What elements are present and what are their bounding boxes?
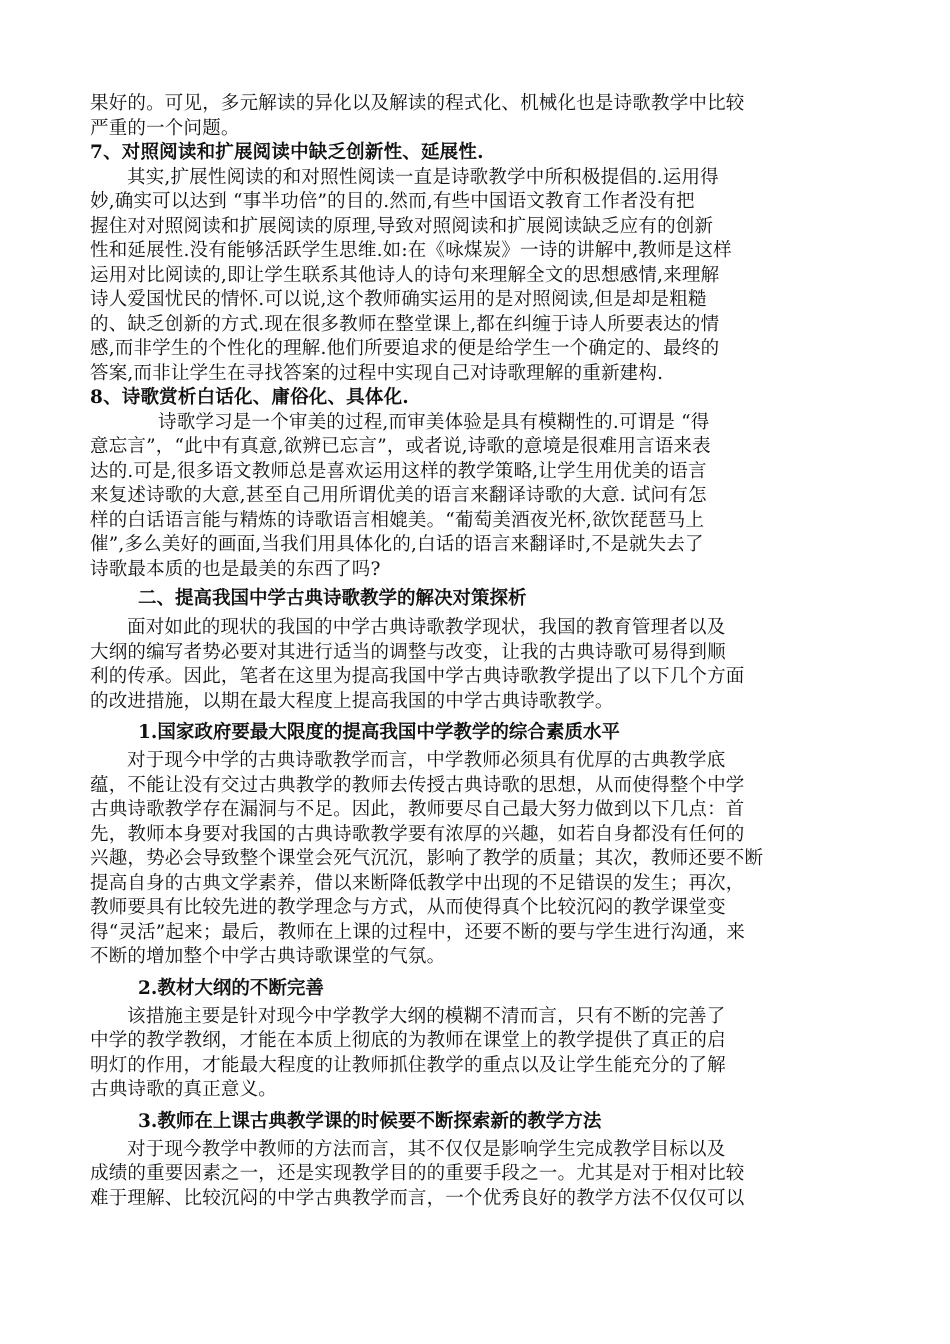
text-line: 古典诗歌的真正意义。: [90, 1079, 278, 1100]
paragraph-8: [90, 411, 860, 583]
text-line: 性和延展性.没有能够活跃学生思维.如:在《咏煤炭》一诗的讲解中,教师是这样: [90, 240, 732, 261]
subsection-3-title: 3.教师在上课古典教学课的时候要不断探索新的教学方法: [138, 1110, 602, 1132]
paragraph-subsection-1: [90, 749, 860, 970]
text-line: 诗歌学习是一个审美的过程,而审美体验是具有模糊性的.可谓是 “得: [158, 411, 710, 433]
text-line: 达的.可是,很多语文教师总是喜欢运用这样的教学策略,让学生用优美的语言: [90, 460, 707, 482]
heading-8: 8、诗歌赏析白话化、庸俗化、具体化.: [90, 387, 409, 408]
text-line: 果好的。可见，多元解读的异化以及解读的程式化、机械化也是诗歌教学中比较: [90, 93, 745, 114]
text-line: 大纲的编写者势必要对其进行适当的调整与改变，让我的古典诗歌可易得到顺: [90, 641, 726, 663]
text-line: 妙,确实可以达到 “事半功倍”的目的.然而,有些中国语文教育工作者没有把: [90, 191, 695, 212]
text-line: 该措施主要是针对现今中学教学大纲的模糊不清而言，只有不断的完善了: [127, 1005, 726, 1027]
text-line: 成绩的重要因素之一，还是实现教学目的的重要手段之一。尤其是对于相对比较: [90, 1163, 745, 1184]
text-line: 运用对比阅读的,即让学生联系其他诗人的诗句来理解全文的思想感情,来理解: [90, 264, 720, 286]
text-line: 难于理解、比较沉闷的中学古典教学而言，一个优秀良好的教学方法不仅仅可以: [90, 1187, 745, 1209]
text-line: 的、缺乏创新的方式.现在很多教师在整堂课上,都在纠缠于诗人所要表达的情: [90, 313, 720, 335]
text-line: 古典诗歌教学存在漏洞与不足。因此，教师要尽自己最大努力做到以下几点：首: [90, 799, 745, 820]
text-line: 答案,而非让学生在寻找答案的过程中实现自己对诗歌理解的重新建构.: [90, 362, 664, 384]
text-line: 不断的增加整个中学古典诗歌课堂的气氛。: [90, 946, 446, 967]
text-line: 握住对对照阅读和扩展阅读的原理,导致对照阅读和扩展阅读缺乏应有的创新: [90, 215, 714, 237]
subsection-2-title: 2.教材大纲的不断完善: [138, 977, 324, 999]
paragraph-subsection-2: [90, 1005, 860, 1103]
text-line: 对于现今教学中教师的方法而言，其不仅仅是影响学生完成教学目标以及: [127, 1138, 726, 1160]
paragraph-section-two: [90, 616, 860, 714]
text-line: 教师要具有比较先进的教学理念与方式，从而使得真个比较沉闷的教学课堂变: [90, 897, 726, 918]
section-two-title: 二、提高我国中学古典诗歌教学的解决对策探析: [138, 588, 527, 609]
text-line: 明灯的作用，才能最大程度的让教师抓住教学的重点以及让学生能充分的了解: [90, 1054, 726, 1076]
text-line: 对于现今中学的古典诗歌教学而言，中学教师必须具有优厚的古典教学底: [127, 750, 726, 771]
text-line: 其实,扩展性阅读的和对照性阅读一直是诗歌教学中所积极提倡的.运用得: [127, 166, 719, 188]
text-line: 样的白话语言能与精炼的诗歌语言相媲美。“葡萄美酒夜光杯,欲饮琵琶马上: [90, 509, 705, 531]
text-line: 诗人爱国忧民的情怀.可以说,这个教师确实运用的是对照阅读,但是却是粗糙: [90, 289, 707, 310]
text-line: 严重的一个问题。: [90, 117, 240, 139]
text-line: 感,而非学生的个性化的理解.他们所要追求的便是给学生一个确定的、最终的: [90, 338, 720, 359]
text-line: 中学的教学教纲，才能在本质上彻底的为教师在课堂上的教学提供了真正的启: [90, 1030, 726, 1051]
text-line: 意忘言”，“此中有真意,欲辨已忘言”，或者说,诗歌的意境是很难用言语来表: [90, 436, 711, 457]
paragraph-continuation: [90, 92, 860, 141]
document-page: [90, 92, 860, 1211]
text-line: 诗歌最本质的也是最美的东西了吗?: [90, 558, 381, 580]
text-line: 来复述诗歌的大意,甚至自己用所谓优美的语言来翻译诗歌的大意. 试问有怎: [90, 485, 707, 506]
text-line: 提高自身的古典文学素养，借以来断降低教学中出现的不足错误的发生；再次，: [90, 872, 745, 894]
subsection-1-title: 1.国家政府要最大限度的提高我国中学教学的综合素质水平: [138, 722, 620, 743]
text-line: 兴趣，势必会导致整个课堂会死气沉沉，影响了教学的质量；其次，教师还要不断: [90, 848, 764, 869]
text-line: 的改进措施，以期在最大程度上提高我国的中学古典诗歌教学。: [90, 690, 614, 712]
text-line: 面对如此的现状的我国的中学古典诗歌教学现状，我国的教育管理者以及: [127, 617, 726, 638]
paragraph-subsection-3: [90, 1138, 860, 1212]
text-line: 蕴，不能让没有交过古典教学的教师去传授古典诗歌的思想，从而使得整个中学: [90, 774, 745, 796]
text-line: 先，教师本身要对我国的古典诗歌教学要有浓厚的兴趣，如若自身都没有任何的: [90, 823, 745, 845]
text-line: 催”,多么美好的画面,当我们用具体化的,白话的语言来翻译时,不是就失去了: [90, 534, 704, 555]
heading-7: 7、对照阅读和扩展阅读中缺乏创新性、延展性.: [90, 142, 484, 163]
text-line: 利的传承。因此，笔者在这里为提高我国中学古典诗歌教学提出了以下几个方面: [90, 666, 745, 687]
paragraph-7: [90, 166, 860, 387]
text-line: 得“灵活”起来；最后，教师在上课的过程中，还要不断的要与学生进行沟通，来: [90, 921, 746, 943]
